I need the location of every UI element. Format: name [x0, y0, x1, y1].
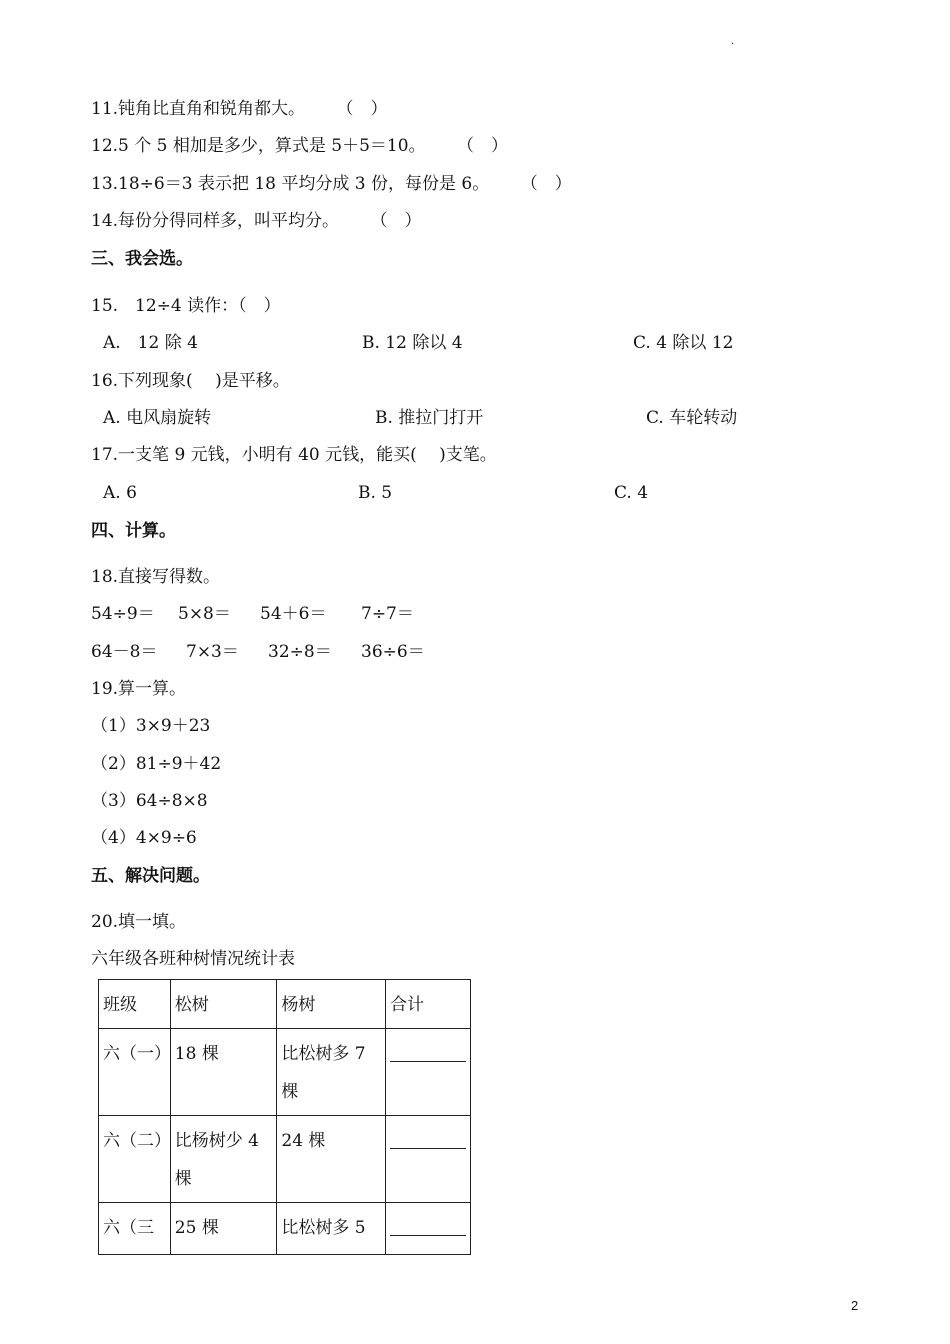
cell-class: 六（二） — [99, 1116, 171, 1203]
question-14 — [91, 209, 422, 233]
option-c: C. 车轮转动 — [646, 408, 738, 428]
question-text: 11.钝角比直角和锐角都大。 — [91, 99, 306, 119]
cell-total[interactable] — [385, 1116, 470, 1203]
cell-pine: 比杨树少 4 棵 — [170, 1116, 277, 1203]
answer-blank[interactable] — [390, 1209, 466, 1236]
question-text: 12.5 个 5 相加是多少，算式是 5＋5＝10。 — [91, 136, 426, 156]
tree-statistics-table — [98, 979, 471, 1255]
calc-item: 7×3＝ — [186, 642, 239, 662]
cell-poplar: 比松树多 5 — [277, 1203, 386, 1255]
calc-item: 5×8＝ — [178, 604, 231, 624]
question-17: 17.一支笔 9 元钱，小明有 40 元钱，能买( )支笔。 — [91, 445, 497, 465]
cell-pine: 18 棵 — [170, 1029, 277, 1116]
answer-paren: （ ） — [345, 99, 388, 119]
question-13 — [91, 172, 572, 196]
section-heading-4: 四、计算。 — [91, 521, 176, 541]
calc-expression: （3）64÷8×8 — [91, 791, 208, 811]
section-heading-3: 三、我会选。 — [91, 249, 193, 269]
table-row — [99, 1116, 471, 1203]
calc-item: 54＋6＝ — [260, 604, 327, 624]
question-text: 14.每份分得同样多，叫平均分。 — [91, 211, 340, 231]
header-dot: . — [731, 36, 735, 47]
option-b: B. 12 除以 4 — [362, 333, 463, 353]
cell-class: 六（一） — [99, 1029, 171, 1116]
question-19: 19.算一算。 — [91, 679, 187, 699]
table-row — [99, 1029, 471, 1116]
page-number: 2 — [851, 1298, 859, 1313]
answer-paren: （ ） — [529, 174, 572, 194]
answer-paren: （ ） — [379, 211, 422, 231]
question-16: 16.下列现象( )是平移。 — [91, 371, 290, 391]
table-row — [99, 1203, 471, 1255]
section-heading-5: 五、解决问题。 — [91, 866, 210, 886]
cell-pine: 25 棵 — [170, 1203, 277, 1255]
calc-item: 32÷8＝ — [268, 642, 332, 662]
option-a: A. 电风扇旋转 — [103, 408, 212, 428]
question-text: 13.18÷6＝3 表示把 18 平均分成 3 份，每份是 6。 — [91, 174, 490, 194]
option-b: B. 推拉门打开 — [375, 408, 484, 428]
option-a: A. 6 — [103, 483, 137, 503]
answer-blank[interactable] — [390, 1035, 466, 1062]
cell-total[interactable] — [385, 1203, 470, 1255]
option-c: C. 4 除以 12 — [633, 333, 734, 353]
header-total: 合计 — [385, 980, 470, 1029]
cell-poplar: 比松树多 7 棵 — [277, 1029, 386, 1116]
table-header-row — [99, 980, 471, 1029]
header-poplar: 杨树 — [277, 980, 386, 1029]
answer-paren: （ ） — [465, 136, 509, 156]
calc-expression: （2）81÷9＋42 — [91, 754, 222, 774]
calc-expression: （1）3×9＋23 — [91, 716, 211, 736]
table-title: 六年级各班种树情况统计表 — [91, 949, 295, 969]
question-11 — [91, 97, 388, 121]
header-pine: 松树 — [170, 980, 277, 1029]
calc-expression: （4）4×9÷6 — [91, 828, 197, 848]
option-c: C. 4 — [614, 483, 649, 503]
question-12 — [91, 134, 508, 158]
cell-class: 六（三 — [99, 1203, 171, 1255]
calc-item: 64－8＝ — [91, 642, 158, 662]
option-a: A. 12 除 4 — [103, 333, 198, 353]
cell-poplar: 24 棵 — [277, 1116, 386, 1203]
calc-item: 54÷9＝ — [91, 604, 155, 624]
question-20: 20.填一填。 — [91, 912, 187, 932]
question-15: 15. 12÷4 读作：（ ） — [91, 296, 281, 316]
header-class: 班级 — [99, 980, 171, 1029]
option-b: B. 5 — [358, 483, 393, 503]
answer-blank[interactable] — [390, 1122, 466, 1149]
cell-total[interactable] — [385, 1029, 470, 1116]
calc-item: 36÷6＝ — [361, 642, 425, 662]
question-18: 18.直接写得数。 — [91, 567, 221, 587]
calc-item: 7÷7＝ — [361, 604, 414, 624]
